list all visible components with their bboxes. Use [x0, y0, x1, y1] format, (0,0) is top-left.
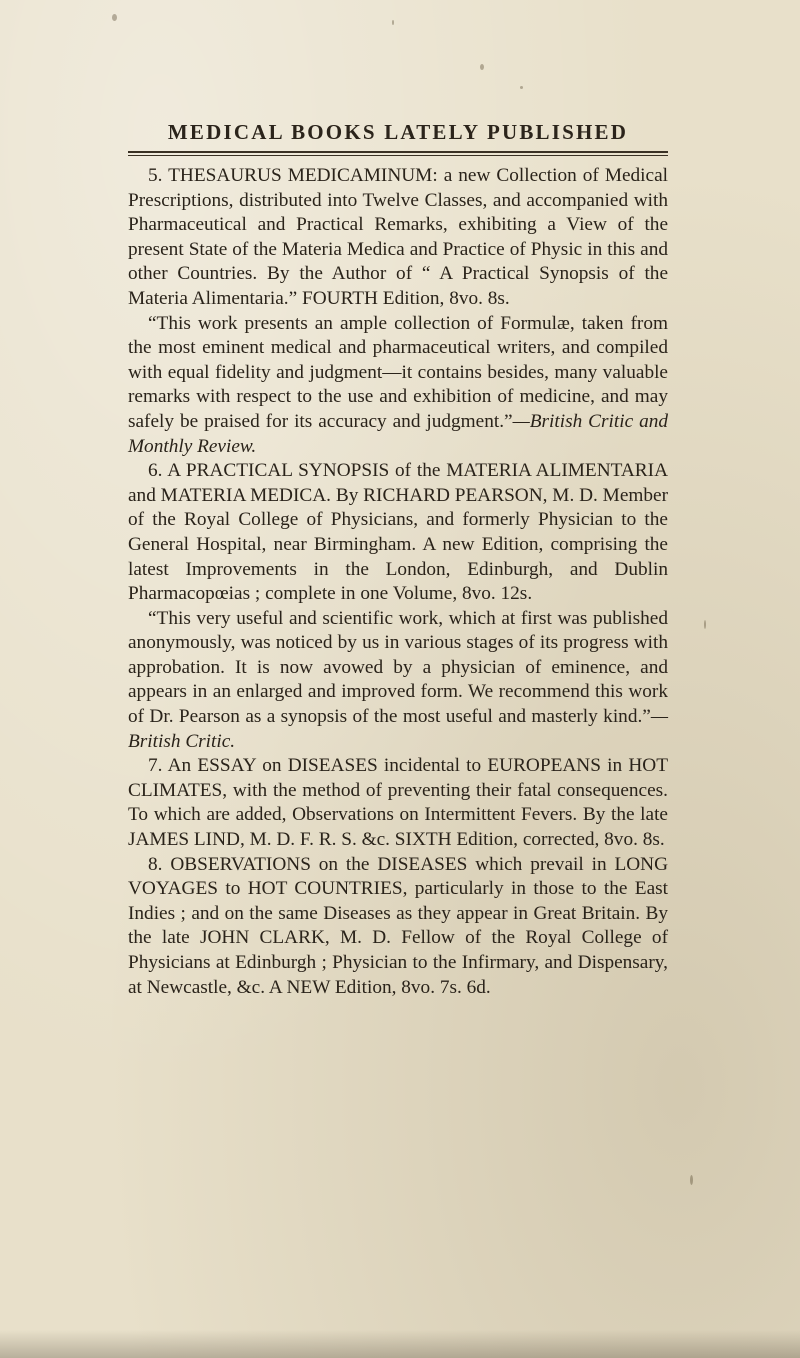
review-quote: “This very useful and scientific work, which at first was published anonymously, was noticed by us in various stages of its progress with approbation. It is now avowed by a physician of eminence, and appears in an enlarged and improved form. We recommend this work of Dr. Pearson as a synopsis of the most useful and masterly kind.”	[128, 607, 668, 728]
review-quote: “This work presents an ample collection of Formulæ, taken from the most eminent medical and pharmaceutical writers, and compiled with equal fidelity and judgment—it contains besides, many valuable remarks with respect to the use and exhibition of medicine, and may safely be praised for its accuracy and judgment.”	[128, 312, 668, 432]
entry-5: 5. THESAURUS MEDICAMINUM: a new Collection of Medical Prescriptions, distributed into Twelve Classes, and accompanied with Pharmaceutical and Practical Remarks, exhibiting a View of the present State of the Materia Medica and Practice of Physic in this and other Countries. By the Author of “ A Practical Synopsis of the Materia Alimentaria.” FOURTH Edition, 8vo. 8s.	[128, 165, 668, 309]
ink-speck	[112, 14, 117, 21]
entry-8: 8. OBSERVATIONS on the DISEASES which prevail in LONG VOYAGES to HOT COUNTRIES, particularly in those to the East Indies ; and on the same Diseases as they appear in Great Britain. By the late JOHN CLARK, M. D. Fellow of the Royal College of Physicians at Edinburgh ; Physician to the Infirmary, and Dispensary, at Newcastle, &c. A NEW Edition, 8vo. 7s. 6d.	[128, 853, 668, 998]
ink-speck	[690, 1175, 693, 1185]
text-column	[128, 120, 668, 1000]
ink-speck	[480, 64, 484, 70]
entry-7: 7. An ESSAY on DISEASES incidental to EUROPEANS in HOT CLIMATES, with the method of preventing their fatal consequences. To which are added, Observations on Intermittent Fevers. By the late JAMES LIND, M. D. F. R. S. &c. SIXTH Edition, corrected, 8vo. 8s.	[128, 755, 668, 851]
entry-6: 6. A PRACTICAL SYNOPSIS of the MATERIA ALIMENTARIA and MATERIA MEDICA. By RICHARD PEARSON, M. D. Member of the Royal College of Physicians, and formerly Physician to the General Hospital, near Birmingham. A new Edition, comprising the latest Improvements in the London, Edinburgh, and Dublin Pharmacopœias ; complete in one Volume, 8vo. 12s.	[128, 460, 668, 605]
ink-speck	[704, 620, 706, 629]
review-source: —British Critic.	[128, 706, 668, 752]
ink-speck	[392, 20, 394, 25]
running-head: MEDICAL BOOKS LATELY PUBLISHED	[167, 120, 629, 144]
ink-speck	[520, 86, 523, 89]
entry-5-review	[128, 312, 668, 460]
double-rule	[128, 151, 668, 156]
review-source: —British Critic and Monthly Review.	[128, 410, 668, 457]
page-bottom-edge	[0, 1330, 800, 1358]
entry-6-review	[128, 607, 668, 755]
